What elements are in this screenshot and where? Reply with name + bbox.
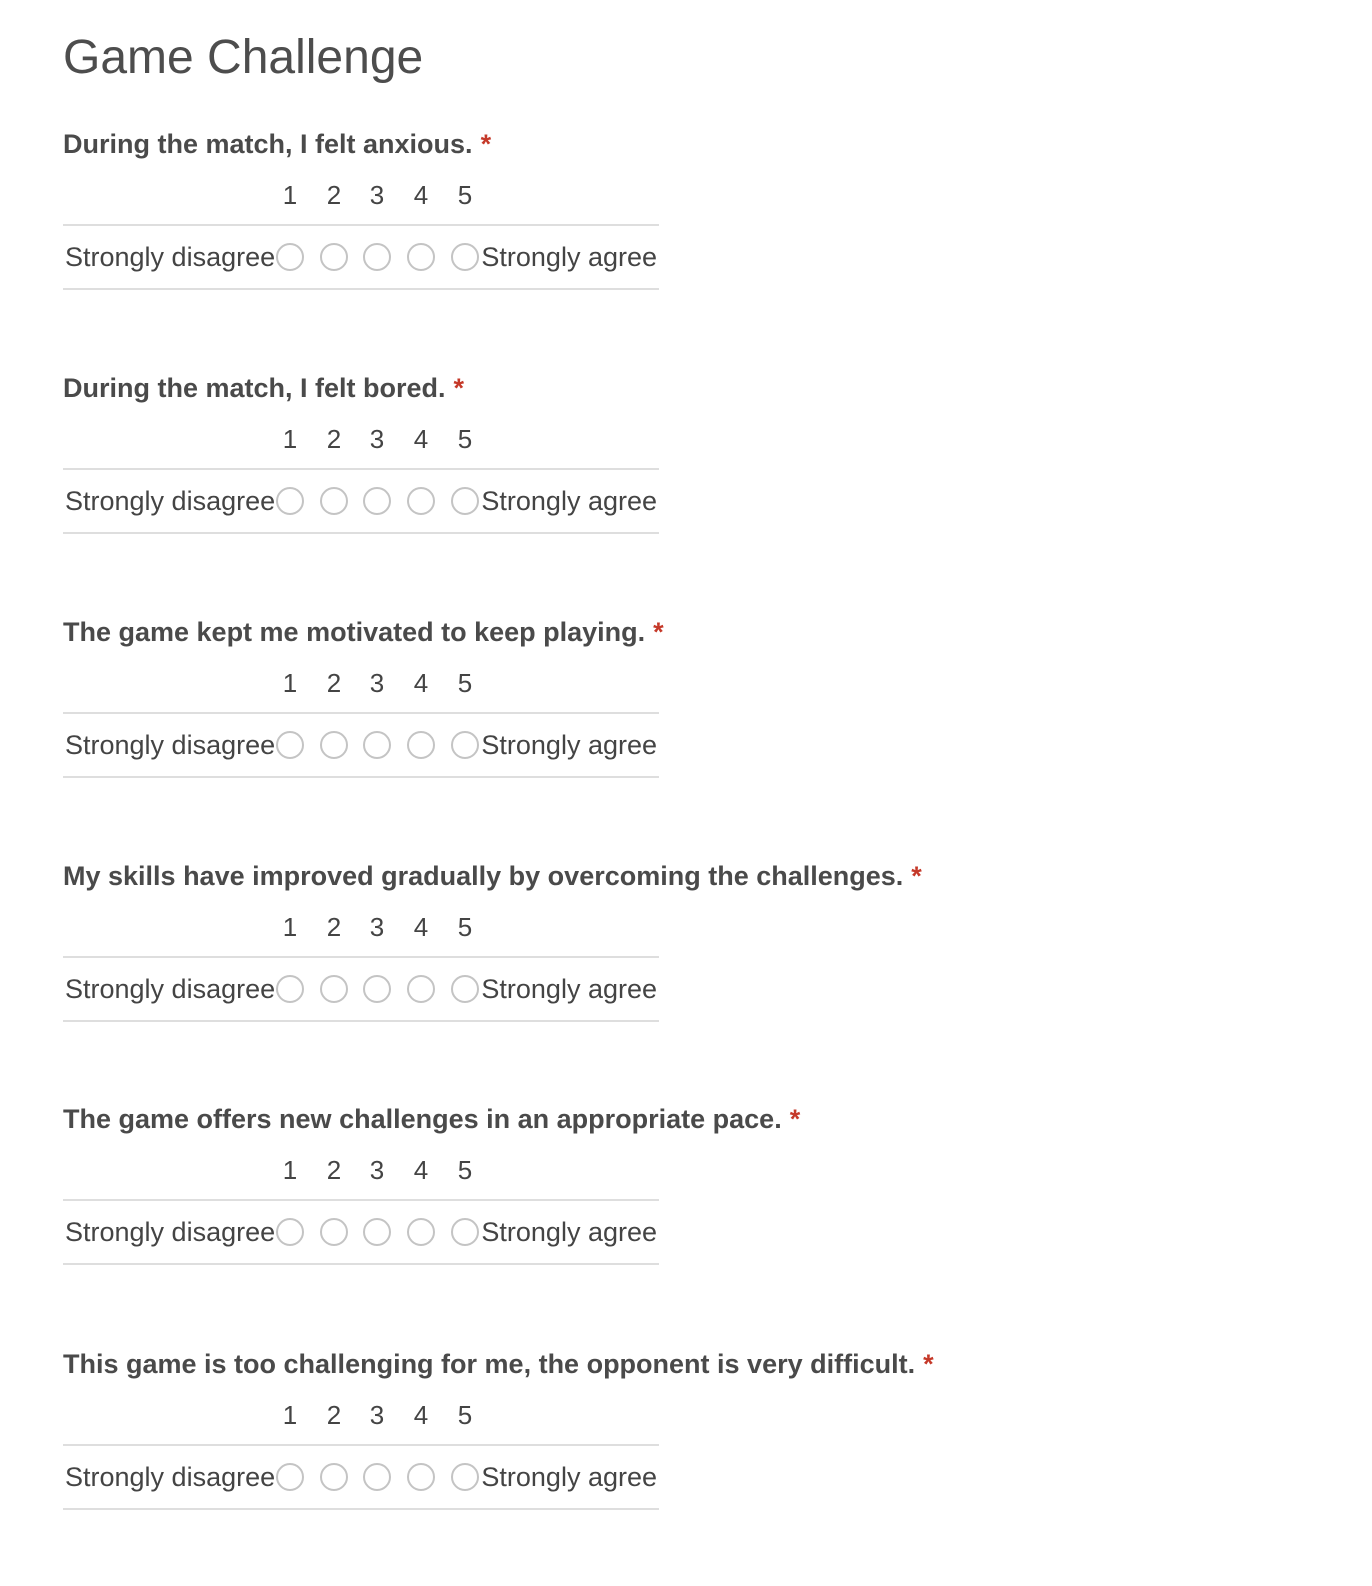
radio-option-5[interactable] — [451, 1218, 479, 1246]
radio-option-4[interactable] — [407, 1463, 435, 1491]
linear-scale — [63, 712, 659, 778]
question-text — [63, 127, 491, 161]
scale-numbers — [63, 663, 659, 703]
radio-option-5[interactable] — [451, 243, 479, 271]
radio-option-2[interactable] — [320, 1463, 348, 1491]
question-text — [63, 1102, 800, 1136]
scale-low-label: Strongly disagree — [65, 486, 276, 516]
scale-number-2: 2 — [326, 1400, 342, 1430]
scale-number-5: 5 — [457, 1400, 473, 1430]
radio-option-5[interactable] — [451, 487, 479, 515]
scale-number-3: 3 — [369, 912, 385, 942]
scale-numbers — [63, 175, 659, 215]
scale-number-2: 2 — [326, 424, 342, 454]
scale-number-3: 3 — [369, 1155, 385, 1185]
linear-scale — [63, 1199, 659, 1265]
question-label: During the match, I felt anxious. — [63, 129, 473, 159]
radio-option-4[interactable] — [407, 243, 435, 271]
radio-option-1[interactable] — [276, 975, 304, 1003]
radio-option-5[interactable] — [451, 1463, 479, 1491]
scale-number-2: 2 — [326, 1155, 342, 1185]
linear-scale — [63, 956, 659, 1022]
scale-low-label: Strongly disagree — [65, 730, 276, 760]
radio-option-5[interactable] — [451, 975, 479, 1003]
scale-high-label: Strongly agree — [481, 974, 657, 1004]
question-text — [63, 859, 922, 893]
scale-low-label: Strongly disagree — [65, 974, 276, 1004]
radio-option-3[interactable] — [363, 243, 391, 271]
question-label: The game kept me motivated to keep playing. — [63, 617, 646, 647]
scale-number-3: 3 — [369, 424, 385, 454]
scale-number-1: 1 — [282, 912, 298, 942]
radio-option-4[interactable] — [407, 487, 435, 515]
scale-number-4: 4 — [413, 424, 429, 454]
question-2 — [63, 371, 963, 571]
radio-option-5[interactable] — [451, 731, 479, 759]
scale-number-1: 1 — [282, 1155, 298, 1185]
linear-scale — [63, 1444, 659, 1510]
scale-numbers — [63, 1395, 659, 1435]
scale-number-2: 2 — [326, 912, 342, 942]
required-asterisk: * — [911, 861, 922, 891]
linear-scale — [63, 468, 659, 534]
required-asterisk: * — [480, 129, 492, 159]
question-3 — [63, 615, 963, 815]
radio-option-2[interactable] — [320, 731, 348, 759]
question-label: This game is too challenging for me, the opponent is very difficult. — [63, 1349, 916, 1379]
radio-option-4[interactable] — [407, 975, 435, 1003]
scale-number-3: 3 — [369, 1400, 385, 1430]
question-1 — [63, 127, 963, 327]
radio-option-1[interactable] — [276, 487, 304, 515]
scale-high-label: Strongly agree — [481, 1462, 657, 1492]
question-5 — [63, 1102, 963, 1302]
scale-number-1: 1 — [282, 668, 298, 698]
scale-number-4: 4 — [413, 1400, 429, 1430]
required-asterisk: * — [923, 1349, 934, 1379]
radio-option-3[interactable] — [363, 1218, 391, 1246]
scale-numbers — [63, 907, 659, 947]
question-text — [63, 371, 464, 405]
radio-option-4[interactable] — [407, 731, 435, 759]
scale-numbers — [63, 1150, 659, 1190]
question-4 — [63, 859, 963, 1059]
scale-number-1: 1 — [282, 180, 298, 210]
question-text — [63, 615, 664, 649]
scale-low-label: Strongly disagree — [65, 1217, 276, 1247]
scale-numbers — [63, 419, 659, 459]
scale-number-5: 5 — [457, 1155, 473, 1185]
scale-number-1: 1 — [282, 1400, 298, 1430]
scale-number-3: 3 — [369, 668, 385, 698]
radio-option-4[interactable] — [407, 1218, 435, 1246]
radio-option-2[interactable] — [320, 975, 348, 1003]
scale-high-label: Strongly agree — [481, 242, 657, 272]
scale-number-1: 1 — [282, 424, 298, 454]
question-label: The game offers new challenges in an appropriate pace. — [63, 1104, 782, 1134]
scale-number-5: 5 — [457, 424, 473, 454]
radio-option-2[interactable] — [320, 243, 348, 271]
scale-number-5: 5 — [457, 180, 473, 210]
required-asterisk: * — [453, 373, 465, 403]
scale-low-label: Strongly disagree — [65, 1462, 276, 1492]
scale-high-label: Strongly agree — [481, 1217, 657, 1247]
scale-number-5: 5 — [457, 668, 473, 698]
question-label: During the match, I felt bored. — [63, 373, 446, 403]
question-label: My skills have improved gradually by overcoming the challenges. — [63, 861, 904, 891]
scale-number-2: 2 — [326, 180, 342, 210]
scale-number-3: 3 — [369, 180, 385, 210]
scale-number-4: 4 — [413, 1155, 429, 1185]
radio-option-3[interactable] — [363, 487, 391, 515]
scale-high-label: Strongly agree — [481, 486, 657, 516]
radio-option-1[interactable] — [276, 243, 304, 271]
question-6 — [63, 1347, 963, 1547]
scale-number-5: 5 — [457, 912, 473, 942]
radio-option-3[interactable] — [363, 975, 391, 1003]
page-title: Game Challenge — [63, 31, 424, 84]
linear-scale — [63, 224, 659, 290]
radio-option-1[interactable] — [276, 731, 304, 759]
scale-number-4: 4 — [413, 912, 429, 942]
required-asterisk: * — [789, 1104, 801, 1134]
radio-option-1[interactable] — [276, 1218, 304, 1246]
scale-high-label: Strongly agree — [481, 730, 657, 760]
radio-option-2[interactable] — [320, 487, 348, 515]
radio-option-3[interactable] — [363, 731, 391, 759]
radio-option-3[interactable] — [363, 1463, 391, 1491]
scale-number-4: 4 — [413, 668, 429, 698]
scale-number-2: 2 — [326, 668, 342, 698]
scale-low-label: Strongly disagree — [65, 242, 276, 272]
required-asterisk: * — [653, 617, 664, 647]
radio-option-2[interactable] — [320, 1218, 348, 1246]
scale-number-4: 4 — [413, 180, 429, 210]
radio-option-1[interactable] — [276, 1463, 304, 1491]
question-text — [63, 1347, 934, 1381]
